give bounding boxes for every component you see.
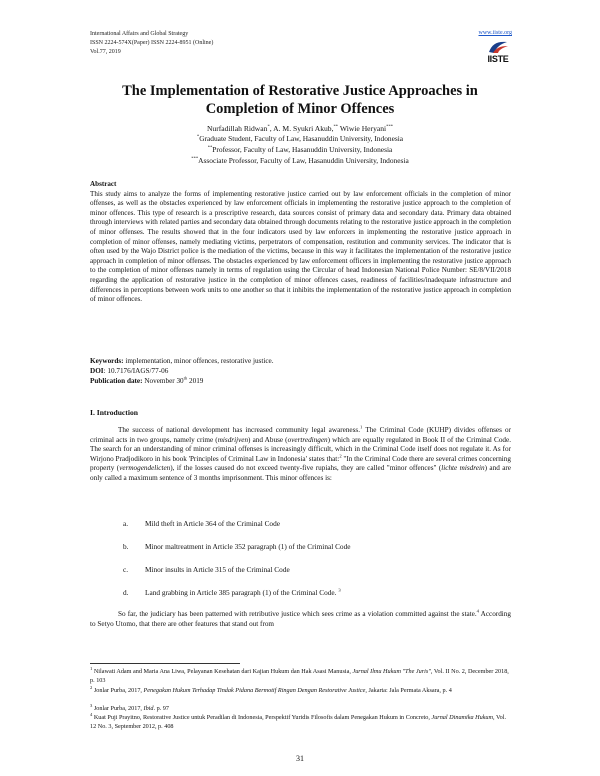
list-item: d. Land grabbing in Article 385 paragraph (1) of the Criminal Code. $^3$ [123, 587, 341, 597]
abstract-text: This study aims to analyze the forms of implementing restorative justice carried out by law enforcement officials in the completion of minor offenses, as well as the obstacles experienced by law enforcement officials in implementing the restorative justice approach to the completion of minor offences. This type of research is a prescriptive research, data sources consist of primary data and secondary data. Primary data obtained through interviews with related parties and secondary data obtained through documents relating to the restorative justice approach in the completion of minor offenses. The results showed that in the four indicators used by law enforcers in implementing the restorative justice approach in completion of minor offenses, namely mediating victims, perpetrators of compensation, restitution and community services. The indicator that is often used by the Wajo District police is the mediation of the victims, because in this way it facilitates the implementation of the restorative justice approach in completion of minor offenses. The obstacles experienced by law enforcement officers in implementing the restorative justice approach to the completion of minor offenses namely in terms of regulation using the Circular of head Indonesian National Police Number: SE/8/VII/2018 regarding the application of restorative justice in the completion of minor offences cases, readiness of facilities/inadequate infrastructure and differences in perceptions between work units to one another so that it inhibits the implementation of the restorative justice approach in completion of minor offences. [90, 189, 511, 304]
iiste-logo-mark-icon [487, 40, 509, 54]
affiliation-mark: ** [207, 144, 213, 150]
author-mark: *** [386, 123, 394, 129]
pubdate-sup: th [183, 375, 188, 381]
author-mark: ** [333, 123, 339, 129]
affiliation-text: Associate Professor, Faculty of Law, Hasanuddin University, Indonesia [198, 156, 409, 165]
page-number: 31 [296, 754, 304, 763]
affiliation-mark: *** [191, 155, 199, 161]
author-name: Wiwie Heryani [339, 124, 387, 133]
keywords-line [90, 357, 274, 367]
pubdate-value: November 30 [142, 377, 184, 385]
footnote-ref[interactable]: 4 [476, 608, 479, 614]
journal-issn: ISSN 2224-574X(Paper) ISSN 2224-8951 (Online) [90, 40, 214, 46]
doi-value[interactable]: : 10.7176/IAGS/77-06 [103, 367, 169, 375]
introduction-heading: I. Introduction [90, 408, 138, 417]
footnote: $^4$ Kuat Puji Prayitno, Restorative Justice untuk Peradilan di Indonesia, Perspektif Yuridis Filosofis dalam Penegakan Hukum in Concreto, Jurnal Dinamika Hukum, Vol. 12 No. 3, September 2012, p. 408 [90, 711, 507, 730]
intro-paragraph-2: So far, the judiciary has been patterned with retributive justice which sees crime as a violation committed against the state.$^4$ According to Setyo Utomo, that there are other features that stand out from [90, 608, 511, 628]
journal-volume: Vol.77, 2019 [90, 49, 121, 55]
affiliation-text: Graduate Student, Faculty of Law, Hasanuddin University, Indonesia [199, 134, 404, 143]
list-item: b. Minor maltreatment in Article 352 paragraph (1) of the Criminal Code [123, 542, 351, 551]
author-mark: * [267, 123, 270, 129]
iiste-logo [486, 40, 510, 66]
journal-url-link[interactable]: www.iiste.org [478, 30, 512, 36]
iiste-logo-text: IISTE [487, 54, 509, 64]
footnote-divider [90, 663, 240, 664]
footnote-ref[interactable]: 3 [338, 587, 341, 593]
footnote: $^1$ Nilawati Adam and Maria Ana Liwa, Pelayanan Kesehatan dari Kajian Hukum dan Hak Asasi Manusia, Jurnal Ilmu Hukum "The Juris", Vol. II No. 2, December 2018, p. 103 [90, 665, 509, 684]
paper-title: The Implementation of Restorative Justice Approaches in Completion of Minor Offences [122, 83, 478, 117]
author-name: Nurfadillah Ridwan [206, 124, 268, 133]
journal-name: International Affairs and Global Strategy [90, 31, 189, 37]
affiliation-mark: * [196, 133, 200, 139]
footnote-ref[interactable]: 1 [360, 424, 363, 430]
journal-header [90, 30, 213, 57]
footnote: $^3$ Jonlar Purba, 2017, Ibid. p. 97 [90, 702, 169, 712]
author-list: Nurfadillah Ridwan*, A. M. Syukri Akub,** Wiwie Heryani*** [206, 123, 394, 133]
keywords-text: implementation, minor offences, restorative justice. [123, 357, 274, 365]
publication-date-line [90, 377, 203, 387]
footnote: $^2$ Jonlar Purba, 2017, Penegakan Hukum Terhadap Tindak Pidana Bermotif Ringan Dengan Restorative Justice, Jakarta: Jala Permata Aksara, p. 4 [90, 684, 452, 694]
keywords-label: Keywords: [90, 357, 124, 365]
affiliation [100, 145, 500, 155]
abstract-section [90, 180, 511, 305]
affiliation-text: Professor, Faculty of Law, Hasanuddin University, Indonesia [212, 145, 393, 154]
author-name: A. M. Syukri Akub, [273, 124, 334, 133]
doi-line [90, 367, 168, 377]
list-item: a. Mild theft in Article 364 of the Criminal Code [123, 519, 280, 528]
doi-label: DOI [90, 367, 104, 375]
pubdate-label: Publication date: [90, 377, 143, 385]
footnote-ref[interactable]: 2 [339, 453, 342, 459]
pubdate-year: 2019 [187, 377, 204, 385]
list-item: c. Minor insults in Article 315 of the Criminal Code [123, 565, 290, 574]
affiliation [100, 134, 500, 144]
affiliation [100, 156, 500, 166]
intro-paragraph-1: The success of national development has increased community legal awareness.$^1$ The Criminal Code (KUHP) divides offenses or criminal acts in two groups, namely crime (misdrijven) and Abuse (overtredingen) which are equally regulated in Book II of the Criminal Code. The search for an understanding of minor criminal offenses is increasingly difficult, which in the Criminal Code itself does not regulate it. As for Wirjono Pradjodikoro in his book 'Principles of Criminal Law in Indonesia' states that:$^2$ "In the Criminal Code there are several crimes concerning property (vermogendelicten), if the losses caused do not exceed twenty-five rupiahs, they are called "minor offences" (lichte misdrein) and are only called a maximum sentence of 3 months imprisonment. This minor offences is: [90, 424, 511, 482]
abstract-heading: Abstract [90, 180, 117, 188]
